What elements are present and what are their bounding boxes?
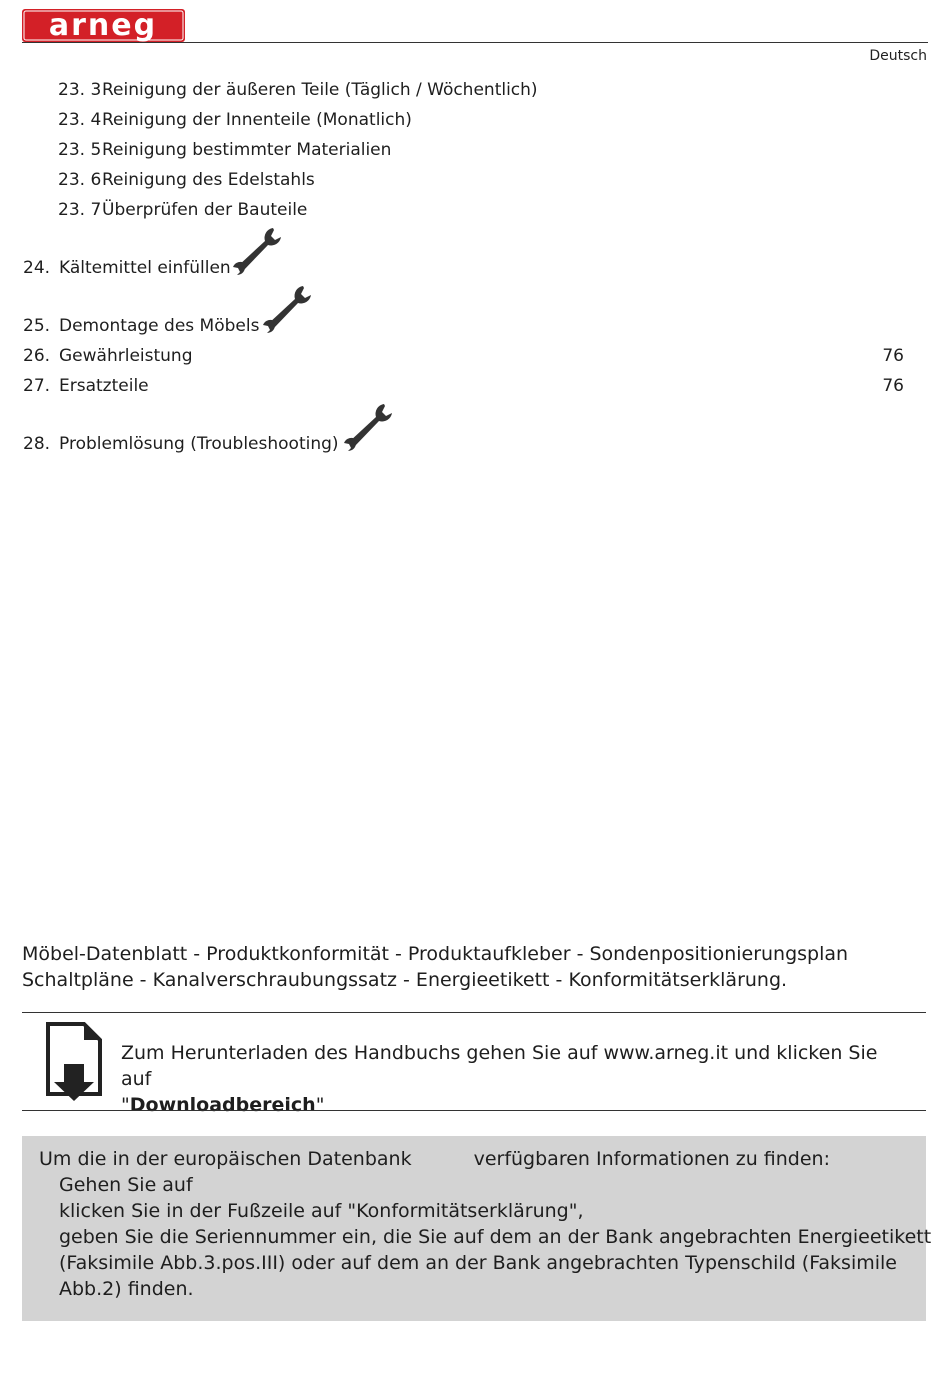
toc-label: Kältemittel einfüllen bbox=[59, 258, 231, 278]
eprel-line: geben Sie die Seriennummer ein, die Sie auf dem an der Bank angebrachten Energieetikett bbox=[59, 1226, 932, 1248]
eprel-line: (Faksimile Abb.3.pos.III) oder auf dem an der Bank angebrachten Typenschild (Faksimile bbox=[59, 1252, 897, 1274]
toc-label: Ersatzteile bbox=[59, 376, 149, 396]
toc-item-23-6[interactable] bbox=[58, 170, 315, 190]
toc-item-25[interactable] bbox=[23, 316, 259, 336]
toc-number: 24. bbox=[23, 258, 51, 278]
toc-item-23-5[interactable] bbox=[58, 140, 391, 160]
wrench-icon bbox=[262, 284, 314, 334]
eprel-line: klicken Sie in der Fußzeile auf "Konformitätserklärung", bbox=[59, 1200, 584, 1222]
toc-number: 23. 4 bbox=[58, 110, 102, 130]
toc-label: Reinigung des Edelstahls bbox=[102, 170, 315, 190]
toc-label: Überprüfen der Bauteile bbox=[102, 200, 308, 220]
documents-line-1: Möbel-Datenblatt - Produktkonformität - Produktaufkleber - Sondenpositionierungsplan bbox=[22, 943, 849, 965]
download-document-icon[interactable] bbox=[44, 1022, 104, 1102]
toc-number: 23. 5 bbox=[58, 140, 102, 160]
toc-number: 26. bbox=[23, 346, 51, 366]
toc-number: 23. 3 bbox=[58, 80, 102, 100]
toc-item-23-4[interactable] bbox=[58, 110, 412, 130]
header-divider bbox=[22, 42, 928, 43]
toc-item-27[interactable] bbox=[23, 376, 149, 396]
toc-label: Reinigung bestimmter Materialien bbox=[102, 140, 392, 160]
toc-item-26[interactable] bbox=[23, 346, 193, 366]
toc-item-23-7[interactable] bbox=[58, 200, 307, 220]
eprel-line: Abb.2) finden. bbox=[59, 1278, 194, 1300]
eprel-info-box bbox=[22, 1136, 932, 1321]
download-instructions: Zum Herunterladen des Handbuchs gehen Sie auf www.arneg.it und klicken Sie auf "Downloadbereich" bbox=[121, 1040, 901, 1118]
toc-label: Gewährleistung bbox=[59, 346, 193, 366]
toc-item-23-3[interactable] bbox=[58, 80, 538, 100]
toc-page-number: 76 bbox=[882, 376, 904, 396]
download-text: Zum Herunterladen des Handbuchs gehen Sie auf www.arneg.it und klicken Sie auf bbox=[121, 1042, 878, 1090]
wrench-icon bbox=[232, 226, 284, 276]
toc-label: Problemlösung (Troubleshooting) bbox=[59, 434, 339, 454]
toc-label: Reinigung der Innenteile (Monatlich) bbox=[102, 110, 412, 130]
logo-text: arneg bbox=[48, 9, 158, 42]
toc-number: 25. bbox=[23, 316, 51, 336]
eprel-steps bbox=[59, 1172, 932, 1302]
toc-number: 23. 6 bbox=[58, 170, 102, 190]
documents-line-2: Schaltpläne - Kanalverschraubungssatz - Energieetikett - Konformitätserklärung. bbox=[22, 969, 788, 991]
toc-number: 23. 7 bbox=[58, 200, 102, 220]
download-area-link[interactable]: Downloadbereich bbox=[129, 1094, 316, 1116]
language-label: Deutsch bbox=[869, 48, 927, 64]
toc-label: Reinigung der äußeren Teile (Täglich / Wöchentlich) bbox=[102, 80, 538, 100]
arneg-logo bbox=[22, 9, 185, 42]
toc-page-number: 76 bbox=[882, 346, 904, 366]
toc-number: 28. bbox=[23, 434, 51, 454]
toc-item-28[interactable] bbox=[23, 434, 339, 454]
toc-number: 27. bbox=[23, 376, 51, 396]
documents-list bbox=[22, 941, 848, 993]
divider-top bbox=[22, 1012, 926, 1013]
toc-item-24[interactable] bbox=[23, 258, 231, 278]
eprel-lead: Um die in der europäischen Datenbank verfügbaren Informationen zu finden: bbox=[39, 1148, 830, 1170]
divider-bottom bbox=[22, 1110, 926, 1111]
toc-label: Demontage des Möbels bbox=[59, 316, 260, 336]
wrench-icon bbox=[343, 402, 395, 452]
eprel-line: Gehen Sie auf bbox=[59, 1174, 193, 1196]
